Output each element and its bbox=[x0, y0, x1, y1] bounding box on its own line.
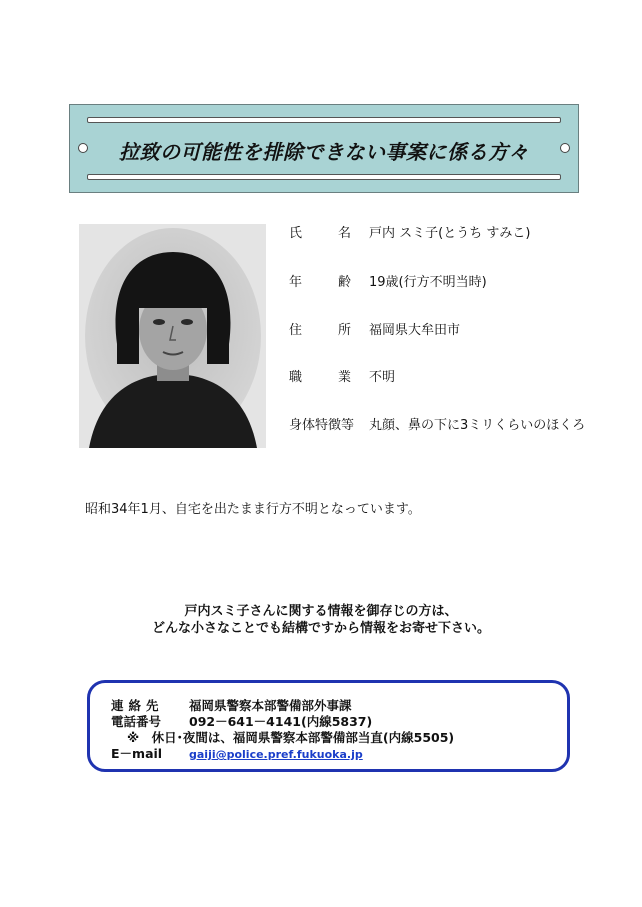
portrait-photo bbox=[79, 224, 266, 448]
name-value: 戸内 スミ子(とうち すみこ) bbox=[369, 226, 531, 241]
contact-phone-label: 電話番号 bbox=[111, 714, 162, 729]
features-label: 身体特徴等 bbox=[289, 418, 355, 433]
appeal-line-1: 戸内スミ子さんに関する情報を御存じの方は、 bbox=[184, 604, 458, 619]
banner-right-dot-icon bbox=[560, 143, 570, 153]
features-field bbox=[289, 414, 585, 433]
name-label-b: 名 bbox=[337, 226, 351, 241]
appeal-line-2: どんな小さなことでも結構ですから情報をお寄せ下さい。 bbox=[151, 621, 490, 636]
contact-email-label: E－mail bbox=[111, 746, 163, 761]
contact-night-value: ※ 休日･夜間は、福岡県警察本部警備部当直(内線5505) bbox=[127, 730, 455, 745]
occupation-label-a: 職 bbox=[289, 370, 303, 385]
occupation-label-b: 業 bbox=[337, 370, 351, 385]
contact-phone-value: 092－641－4141(内線5837) bbox=[189, 714, 373, 729]
page-title: 拉致の可能性を排除できない事案に係る方々 bbox=[119, 140, 529, 164]
contact-office-value: 福岡県警察本部警備部外事課 bbox=[189, 698, 352, 713]
age-value: 19歳(行方不明当時) bbox=[369, 275, 487, 290]
occupation-value: 不明 bbox=[369, 370, 396, 385]
age-label-b: 齢 bbox=[337, 275, 351, 290]
contact-box bbox=[87, 680, 570, 772]
name-field bbox=[289, 222, 530, 241]
title-banner bbox=[69, 104, 579, 193]
age-field bbox=[289, 271, 487, 290]
portrait-illustration bbox=[79, 224, 266, 448]
address-label-b: 所 bbox=[337, 323, 351, 338]
address-value: 福岡県大牟田市 bbox=[369, 323, 461, 338]
banner-top-rail bbox=[87, 117, 561, 123]
appeal-text bbox=[100, 603, 542, 637]
address-field bbox=[289, 319, 460, 338]
contact-email-row bbox=[111, 744, 363, 762]
contact-email-link[interactable]: gaiji@police.pref.fukuoka.jp bbox=[189, 748, 363, 761]
address-label-a: 住 bbox=[289, 323, 303, 338]
banner-bottom-rail bbox=[87, 174, 561, 180]
age-label-a: 年 bbox=[289, 275, 303, 290]
contact-office-label: 連絡先 bbox=[111, 698, 164, 713]
banner-left-dot-icon bbox=[78, 143, 88, 153]
name-label-a: 氏 bbox=[289, 226, 303, 241]
case-description: 昭和34年1月、自宅を出たまま行方不明となっています。 bbox=[85, 502, 421, 517]
features-value: 丸顔、鼻の下に3ミリくらいのほくろ bbox=[369, 418, 586, 433]
occupation-field bbox=[289, 366, 395, 385]
